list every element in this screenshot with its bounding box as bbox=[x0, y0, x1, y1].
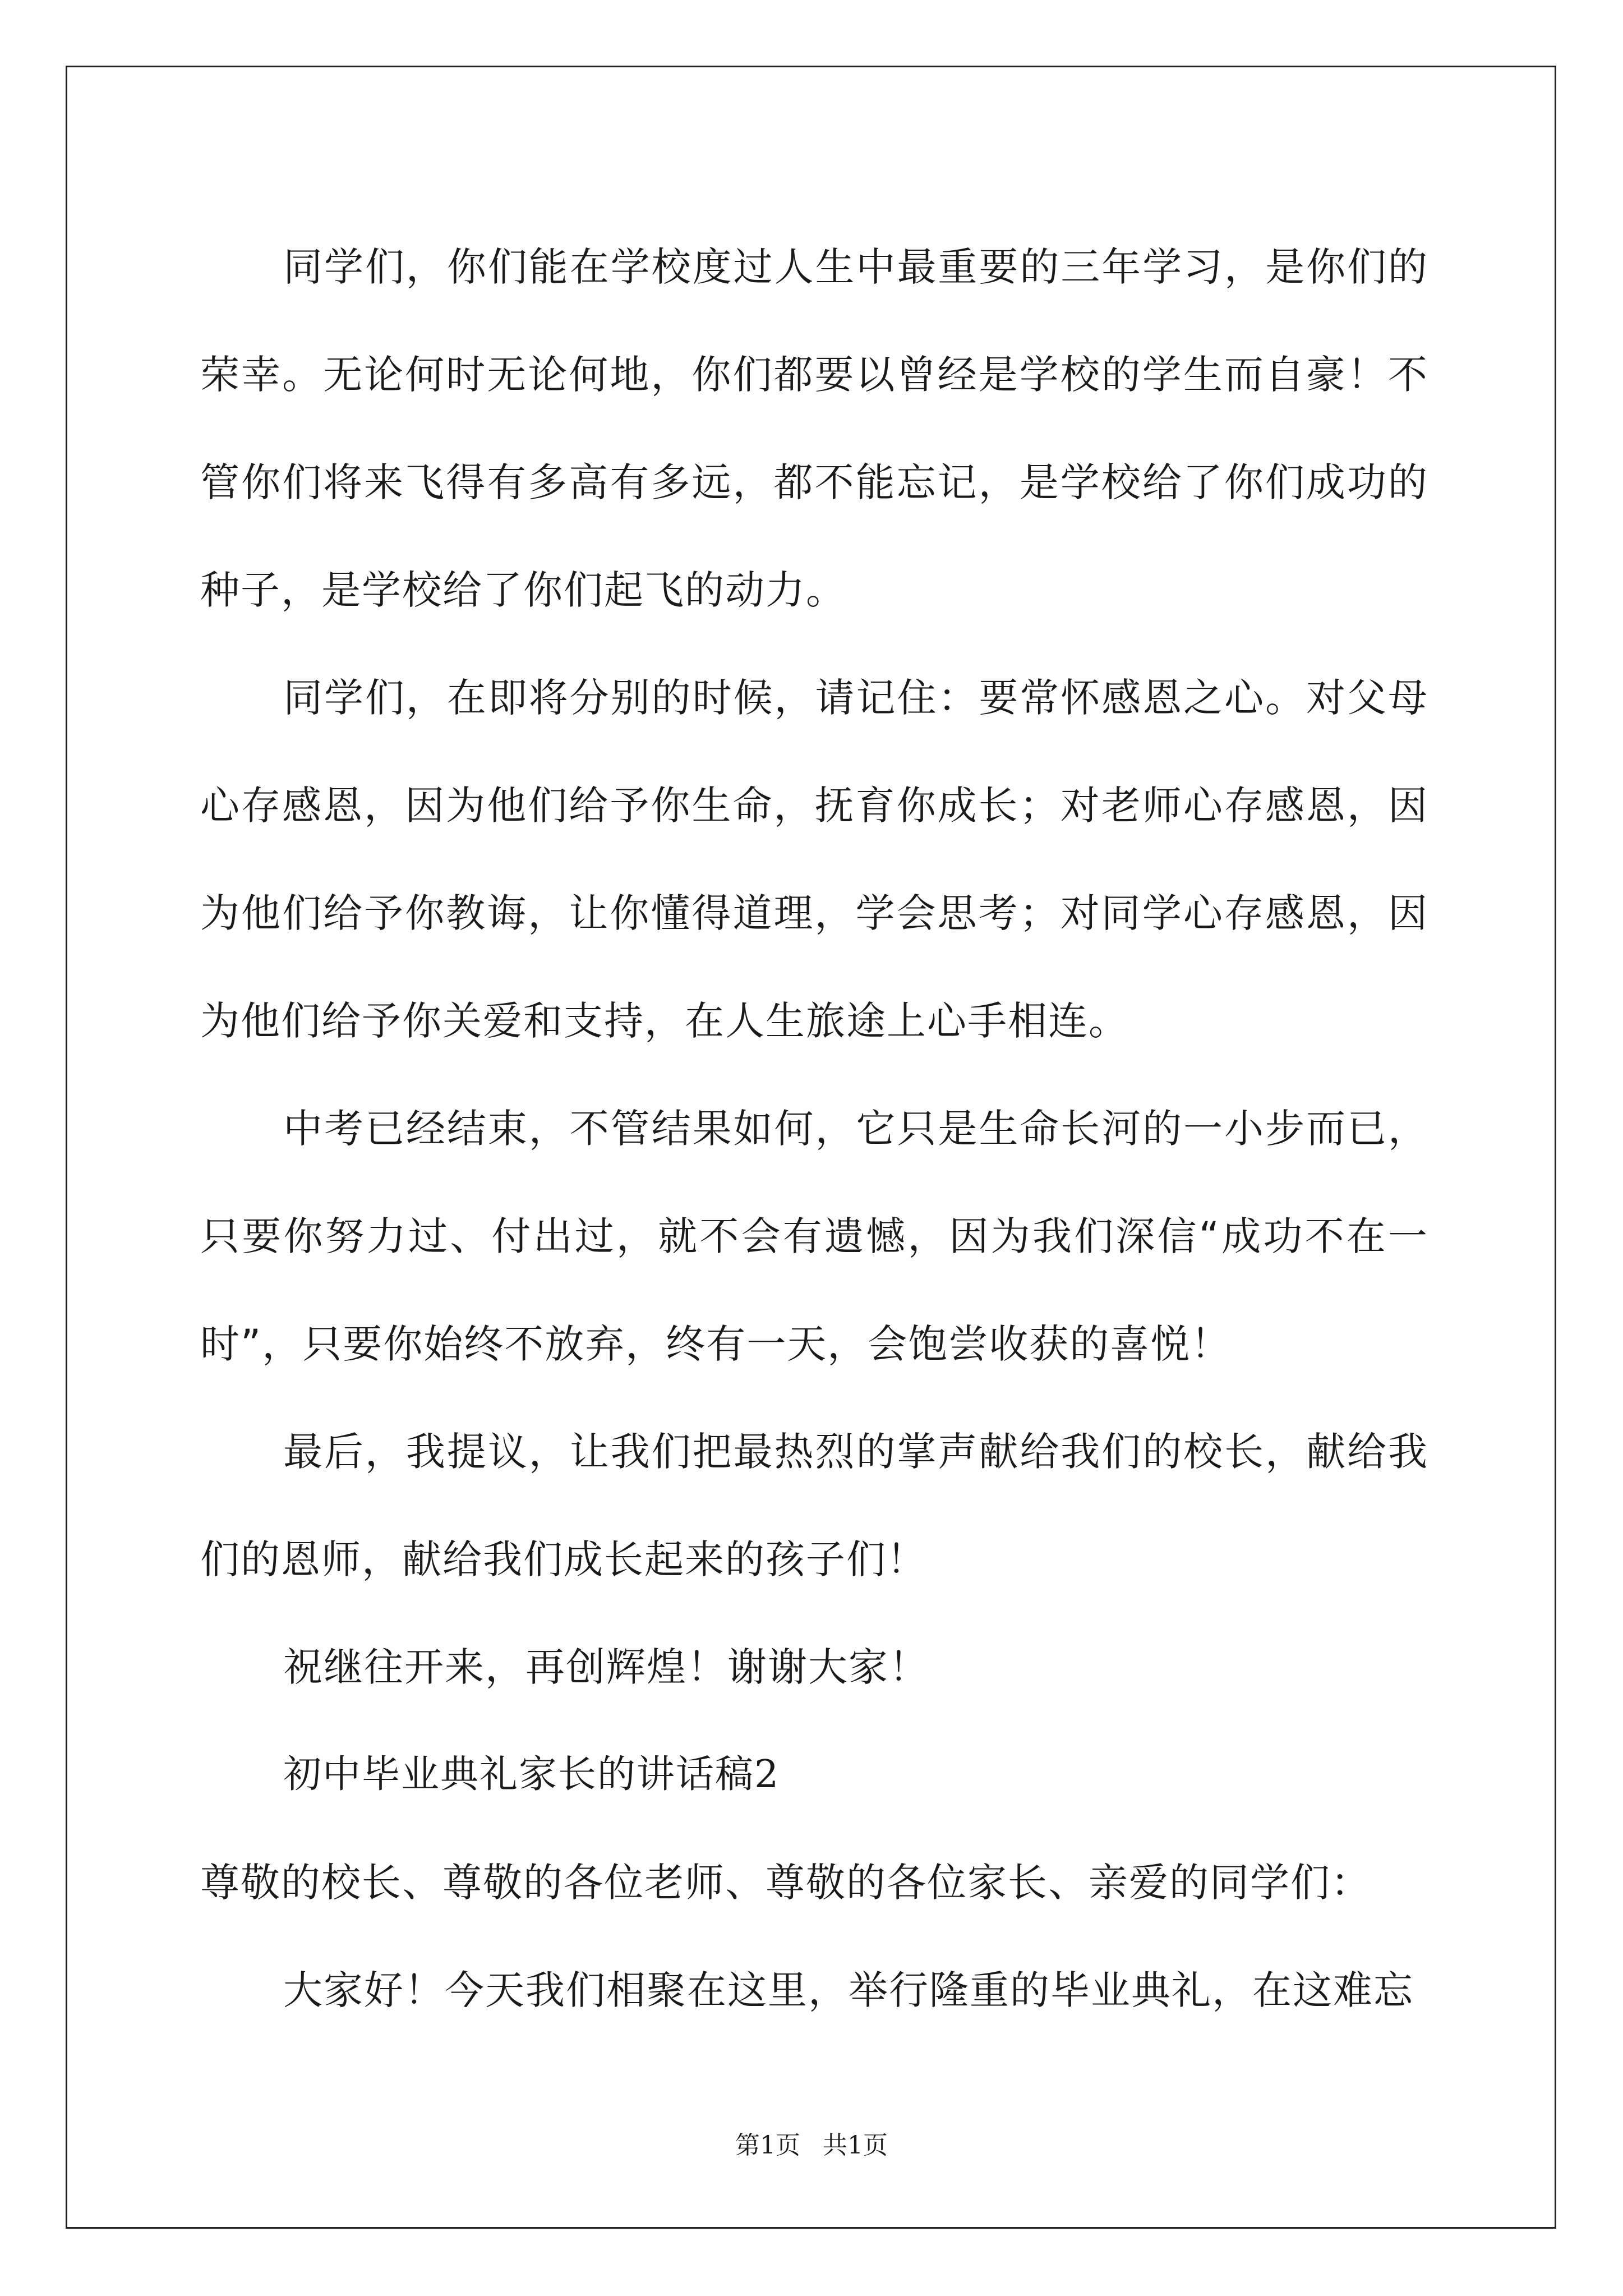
page-footer bbox=[0, 2125, 1623, 2161]
paragraph-applause: 最后，我提议，让我们把最热烈的掌声献给我们的校长，献给我们的恩师，献给我们成长起来的孩子们！ bbox=[200, 1429, 1428, 1582]
document-body bbox=[200, 213, 1428, 2044]
paragraph-greeting: 大家好！今天我们相聚在这里，举行隆重的毕业典礼，在这难忘 bbox=[283, 1967, 1414, 2013]
salutation: 尊敬的校长、尊敬的各位老师、尊敬的各位家长、亲爱的同学们： bbox=[200, 1860, 1371, 1906]
paragraph-closing-wish: 祝继往开来，再创辉煌！谢谢大家！ bbox=[283, 1644, 929, 1690]
section-title: 初中毕业典礼家长的讲话稿2 bbox=[283, 1752, 780, 1797]
paragraph-exam: 中考已经结束，不管结果如何，它只是生命长河的一小步而已，只要你努力过、付出过，就不会有遗憾，因为我们深信“成功不在一时”，只要你始终不放弃，终有一天，会饱尝收获的喜悦！ bbox=[200, 1106, 1428, 1367]
paragraph-gratitude-school: 同学们，你们能在学校度过人生中最重要的三年学习，是你们的荣幸。无论何时无论何地，你们都要以曾经是学校的学生而自豪！不管你们将来飞得有多高有多远，都不能忘记，是学校给了你们成功的种子，是学校给了你们起飞的动力。 bbox=[200, 244, 1428, 613]
page-number: 第1页 bbox=[735, 2131, 800, 2160]
page-total: 共1页 bbox=[823, 2131, 888, 2160]
paragraph-gratitude-advice: 同学们，在即将分别的时候，请记住：要常怀感恩之心。对父母心存感恩，因为他们给予你生命，抚育你成长；对老师心存感恩，因为他们给予你教诲，让你懂得道理，学会思考；对同学心存感恩，因为他们给予你关爱和支持，在人生旅途上心手相连。 bbox=[200, 675, 1428, 1044]
